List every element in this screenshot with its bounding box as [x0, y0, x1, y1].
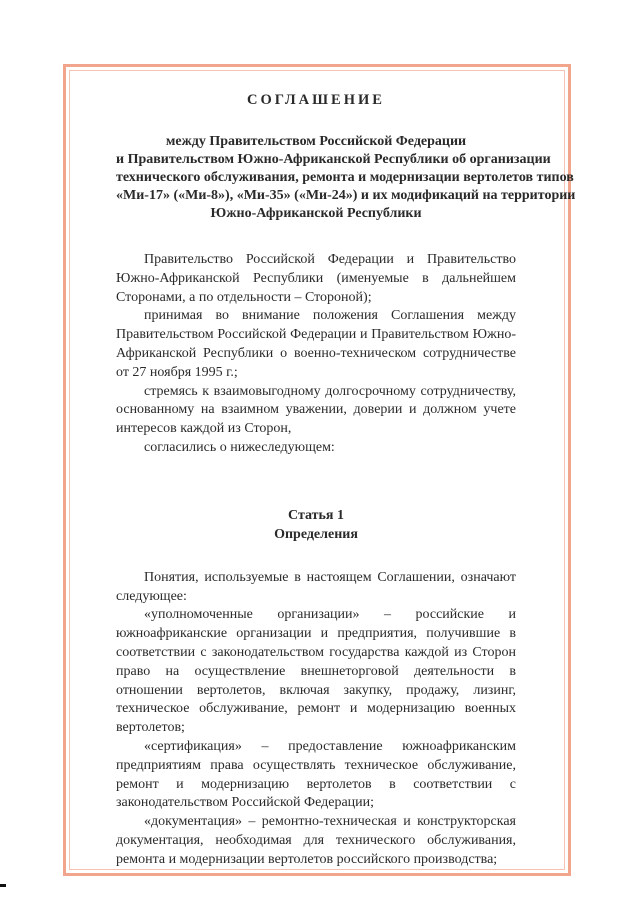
preamble-paragraph: стремясь к взаимовыгодному долгосрочному сотрудничеству, основанному на взаимном уважении, доверии и должном учете интересов каждой из Сторон,	[116, 383, 516, 437]
preamble-paragraph: Правительство Российской Федерации и Правительство Южно-Африканской Республики (именуемые в дальнейшем Сторонами, а по отдельности – Стороной);	[116, 252, 516, 305]
subtitle-line: между Правительством Российской Федерации	[165, 134, 467, 149]
subtitle-line: Южно-Африканской Республики	[210, 206, 422, 221]
article-paragraph: Понятия, используемые в настоящем Соглашении, означают следующее:	[116, 569, 516, 604]
article-header	[116, 506, 516, 544]
article-paragraph: «сертификация» – предоставление южноафриканским предприятиям права осуществлять техническое обслуживание, ремонт и модернизацию вертолетов в соответствии с законодательством Российской Федерации;	[116, 738, 516, 811]
preamble	[116, 251, 516, 458]
article-paragraph: «документация» – ремонтно-техническая и конструкторская документация, необходимая для технического обслуживания, ремонта и модернизации вертолетов российского производства;	[116, 814, 516, 867]
subtitle-line: технического обслуживания, ремонта и модернизации вертолетов типов	[116, 170, 574, 185]
subtitle-line: и Правительством Южно-Африканской Республики об организации	[116, 152, 551, 167]
article-heading: Определения	[274, 526, 358, 542]
subtitle-line: «Ми-17» («Ми-8»), «Ми-35» («Ми-24») и их модификаций на территории	[116, 188, 576, 203]
article-body	[116, 569, 516, 870]
article-paragraph: «уполномоченные организации» – российские и южноафриканские организации и предприятия, получившие в соответствии с законодательством государства каждой из Сторон право на осуществление внешнеторговой деятельности в отношении вертолетов, включая закупку, продажу, лизинг, техническое обслуживание, ремонт и модернизацию военных вертолетов;	[116, 607, 516, 736]
document-title: СОГЛАШЕНИЕ	[247, 92, 385, 108]
document-body	[116, 92, 576, 870]
scan-mark	[0, 884, 6, 887]
document-subtitle	[116, 133, 576, 223]
preamble-paragraph: согласились о нижеследующем:	[144, 439, 335, 455]
preamble-paragraph: принимая во внимание положения Соглашения между Правительством Российской Федерации и Правительством Южно-Африканской Республики о военно-техническом сотрудничестве от 27 ноября 1995 г.;	[116, 308, 516, 380]
article-number: Статья 1	[288, 507, 344, 523]
